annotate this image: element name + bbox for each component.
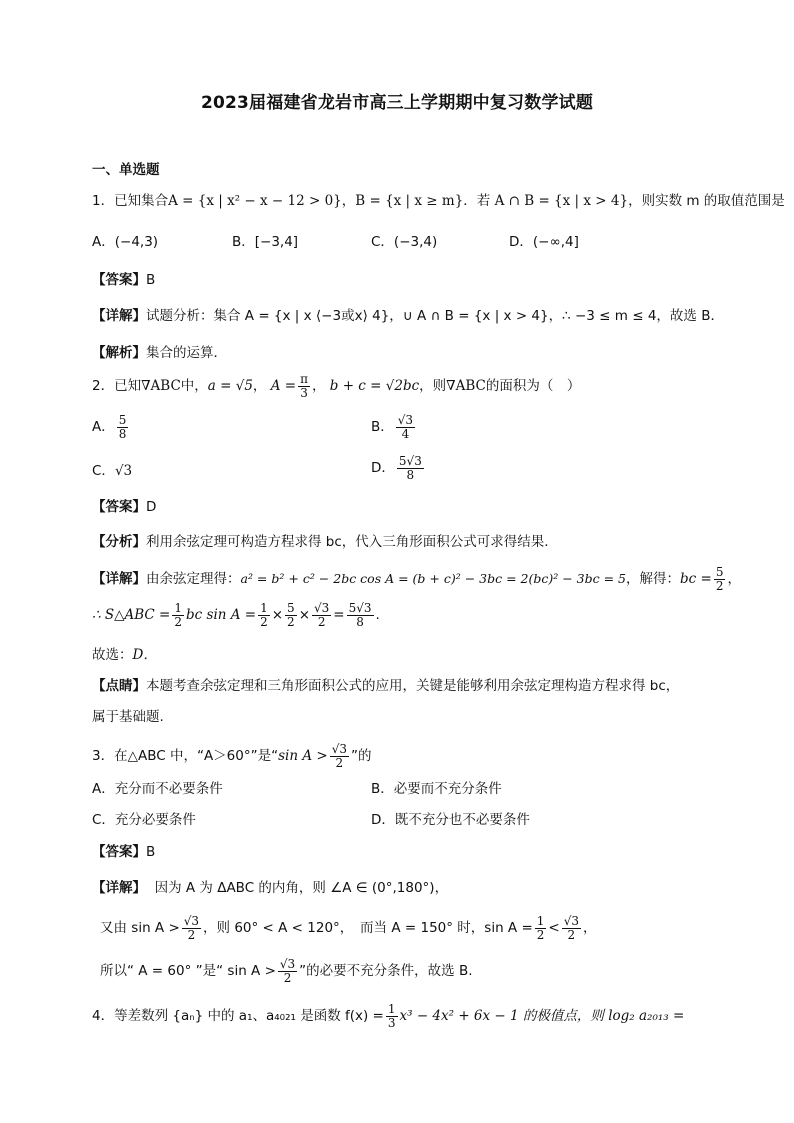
q3-answer-value: B xyxy=(146,844,156,860)
q2-area-five-num: 5 xyxy=(287,601,295,615)
q2-area-five-den: 2 xyxy=(287,614,295,629)
q2-area-half-num: 1 xyxy=(174,601,183,615)
q2-analysis xyxy=(92,534,549,551)
q2-option-d-den: 8 xyxy=(406,467,415,482)
q2-option-d-letter: D． xyxy=(371,460,395,477)
q2-answer-value: D xyxy=(146,499,157,515)
q2-option-c-value: √3 xyxy=(114,463,133,479)
q2-option-b-num: √3 xyxy=(397,413,414,427)
q3-half-den: 2 xyxy=(536,927,545,942)
q3-fraction xyxy=(330,743,349,769)
q2-choose-label: 故选： xyxy=(92,647,133,663)
q3-stem-b: ”的 xyxy=(350,748,372,765)
q2-detail-lead: 由余弦定理得： xyxy=(146,571,241,588)
q3-option-d: D．既不充分也不必要条件 xyxy=(371,812,530,828)
q3-detail-2b: ，则 60° < A < 120°， 而当 A = 150° 时，sin A = xyxy=(203,920,533,937)
q2-area-half xyxy=(172,602,184,628)
q3-detail-3-fraction xyxy=(278,958,297,984)
q1-option-b: B．[−3,4] xyxy=(232,234,299,250)
q2-option-a-fraction xyxy=(117,414,129,440)
q2-option-c-letter: C． xyxy=(92,463,115,479)
question-1-stem: 1．已知集合A = {x | x² − x − 12 > 0}，B = {x | x ≥ m}．若 A ∩ B = {x | x > 4}，则实数 m 的取值范围是 xyxy=(92,193,785,209)
q2-area-half2-den: 2 xyxy=(260,614,268,629)
q1-prefix: 1．已知集合 xyxy=(92,193,169,209)
q4-den: 3 xyxy=(387,1015,396,1030)
q2-area-half-den: 2 xyxy=(174,614,183,629)
q1-set-a: A = {x | x² − x − 12 > 0} xyxy=(168,193,342,209)
q3-detail-3-num: √3 xyxy=(279,957,296,971)
q2-option-d-num: 5√3 xyxy=(398,454,422,468)
q2-analysis-text: 利用余弦定理可构造方程求得 bc，代入三角形面积公式可求得结果. xyxy=(146,534,549,550)
q2-angle-num: π xyxy=(300,372,308,386)
q1-option-c: C．(−3,4) xyxy=(371,234,438,250)
q2-stem-a: 2．已知 xyxy=(92,378,142,395)
q1-analysis-tag: 【解析】 xyxy=(92,345,146,361)
q2-bc-eq: b + c = √2bc xyxy=(329,378,420,395)
q3-detail-line-3 xyxy=(100,958,473,984)
q2-comment-tag: 【点睛】 xyxy=(92,678,146,694)
q2-analysis-tag: 【分析】 xyxy=(92,534,146,550)
section-heading: 一、单选题 xyxy=(92,162,160,178)
q1-answer-tag: 【答案】 xyxy=(92,272,146,288)
page-title: 2023届福建省龙岩市高三上学期期中复习数学试题 xyxy=(200,93,594,113)
q2-a-eq: a = √5 xyxy=(207,378,253,395)
q3-detail-2-num: √3 xyxy=(183,914,200,928)
q3-detail-3a: 所以“ A = 60° ”是“ sin A > xyxy=(100,963,276,980)
q3-detail-2-den: 2 xyxy=(187,927,196,942)
q3-sqrt-den: 2 xyxy=(567,927,576,942)
q2-triangle-2: ∇ABC xyxy=(446,378,486,395)
q2-choose-value: D． xyxy=(132,647,157,663)
q2-area-sqrt3-den: 2 xyxy=(317,614,326,629)
q3-num: √3 xyxy=(331,742,347,756)
q4-stem-a: 4．等差数列 {aₙ} 中的 a₁、a₄₀₂₁ 是函数 f(x) = xyxy=(92,1008,384,1025)
q2-angle-lhs: A = xyxy=(270,378,297,395)
q3-sqrt-num: √3 xyxy=(563,914,579,928)
q2-comment xyxy=(92,678,679,695)
q3-lt: < xyxy=(548,920,560,937)
q2-area-formula: ∴ S△ABC = $\frac{1}{2}$ bc sin A = $\frac{1}{2}$ × $\frac{5}{2}$ × $\frac{√3}{2}$ = $\frac{5√3}{8}$ . xyxy=(92,601,380,629)
q2-detail: 【详解】由余弦定理得：a² = b² + c² − 2bc cos A = (b + c)² − 3bc = 2(bc)² − 3bc = 5，解得：bc = $\frac{5}{2}$ ， xyxy=(92,565,741,593)
q3-answer-tag: 【答案】 xyxy=(92,844,146,860)
question-2-stem: 2．已知∇ABC中，a = √5， A = $\frac{\pi}{3}$ ， b + c = √2bc，则∇ABC的面积为（ ） xyxy=(92,372,581,400)
q2-option-b-den: 4 xyxy=(401,426,410,441)
q3-detail-2-fraction xyxy=(182,915,201,941)
q2-area-result-num: 5√3 xyxy=(348,601,372,615)
q2-area-half2-num: 1 xyxy=(260,601,268,615)
q3-detail-tag: 【详解】 xyxy=(92,880,146,896)
q1-analysis xyxy=(92,345,227,362)
q2-area-sqrt3-num: √3 xyxy=(314,601,330,615)
q3-stem-a: 3．在△ABC 中，“A＞60°”是“ xyxy=(92,748,279,765)
q4-stem-b: x³ − 4x² + 6x − 1 的极值点，则 log₂ a₂₀₁₃ = xyxy=(399,1008,685,1025)
q1-tail: ，则实数 m 的取值范围是 xyxy=(628,193,785,209)
q3-sqrt-fraction xyxy=(562,915,581,941)
q2-detail-tag: 【详解】 xyxy=(92,571,146,588)
q2-stem-b: 中， xyxy=(180,378,208,395)
q2-option-a xyxy=(92,414,130,440)
q2-bc-num: 5 xyxy=(715,565,724,579)
q2-option-c xyxy=(92,463,132,480)
q3-option-c: C．充分必要条件 xyxy=(92,812,196,828)
q2-option-a-letter: A． xyxy=(92,419,115,436)
q2-area-five-half xyxy=(285,602,297,628)
q4-fraction xyxy=(386,1003,398,1029)
q3-detail-3b: ”的必要不充分条件，故选 B. xyxy=(299,963,473,980)
q2-bc-den: 2 xyxy=(715,578,724,593)
q3-detail-3-den: 2 xyxy=(283,970,292,985)
q2-area-result-den: 8 xyxy=(356,614,364,629)
q1-detail xyxy=(92,308,724,325)
q3-detail-2a: 又由 sin A > xyxy=(100,920,180,937)
q1-set-b: B = {x | x ≥ m} xyxy=(355,193,464,209)
q2-option-a-den: 8 xyxy=(118,426,127,441)
q4-num: 1 xyxy=(387,1002,396,1016)
q3-detail-line-2 xyxy=(100,915,597,941)
q2-option-d xyxy=(371,455,426,481)
q1-answer xyxy=(92,272,155,289)
q1-answer-value: B xyxy=(146,272,156,288)
q3-option-b: B．必要而不充分条件 xyxy=(371,781,502,797)
q2-area-half-2 xyxy=(258,602,270,628)
q3-option-a: A．充分而不必要条件 xyxy=(92,781,223,797)
q3-half-num: 1 xyxy=(536,914,545,928)
q2-triangle: ∇ABC xyxy=(141,378,181,395)
q1-condition: 若 A ∩ B = {x | x > 4} xyxy=(476,193,629,209)
q2-area-lhs: ∴ S△ABC = xyxy=(92,607,171,624)
q1-analysis-text: 集合的运算． xyxy=(146,345,227,361)
q2-detail-solve: ，解得： xyxy=(626,571,680,588)
q2-option-d-fraction xyxy=(397,455,424,481)
q2-option-b xyxy=(371,414,417,440)
q2-angle-den: 3 xyxy=(300,385,308,400)
q1-detail-text: 试题分析：集合 A = {x | x ⟨−3或x⟩ 4}，∪ A ∩ B = {x | x > 4}，∴ −3 ≤ m ≤ 4，故选 B． xyxy=(146,308,724,324)
q2-stem-c: ，则 xyxy=(419,378,447,395)
q1-detail-tag: 【详解】 xyxy=(92,308,146,324)
question-3-stem xyxy=(92,743,371,769)
q3-detail-2c: ， xyxy=(583,920,597,937)
q3-answer xyxy=(92,844,155,861)
q2-stem-d: 的面积为（ ） xyxy=(485,378,581,395)
q2-area-result xyxy=(347,602,374,628)
q2-comment-text: 本题考查余弦定理和三角形面积公式的应用，关键是能够利用余弦定理构造方程求得 bc， xyxy=(146,678,680,694)
q2-answer xyxy=(92,499,156,516)
q2-comment-2: 属于基础题. xyxy=(92,709,164,725)
q1-option-d: D．(−∞,4] xyxy=(509,234,579,250)
q1-option-a: A．(−4,3) xyxy=(92,234,159,250)
q2-area-mid: bc sin A = xyxy=(186,607,257,624)
q3-half-fraction xyxy=(535,915,547,941)
q3-detail-line-1: 因为 A 为 ΔABC 的内角，则 ∠A ∈ (0°,180°)， xyxy=(154,880,449,896)
q3-sin: sin A > xyxy=(278,748,328,765)
q2-option-b-fraction xyxy=(396,414,415,440)
q3-detail xyxy=(92,880,448,897)
q2-area-sqrt3-half xyxy=(312,602,331,628)
q2-bc-fraction xyxy=(714,566,726,592)
q2-angle-fraction xyxy=(298,373,310,399)
q2-detail-equation: a² = b² + c² − 2bc cos A = (b + c)² − 3bc = 2(bc)² − 3bc = 5 xyxy=(240,571,626,587)
q2-choose xyxy=(92,647,157,664)
q2-option-a-num: 5 xyxy=(118,413,127,427)
question-4-stem xyxy=(92,1003,684,1029)
q2-option-b-letter: B． xyxy=(371,419,394,436)
q2-area-equals: = xyxy=(333,607,345,624)
q3-den: 2 xyxy=(335,755,344,770)
q2-bc-lhs: bc = xyxy=(680,571,712,588)
q2-answer-tag: 【答案】 xyxy=(92,499,146,515)
